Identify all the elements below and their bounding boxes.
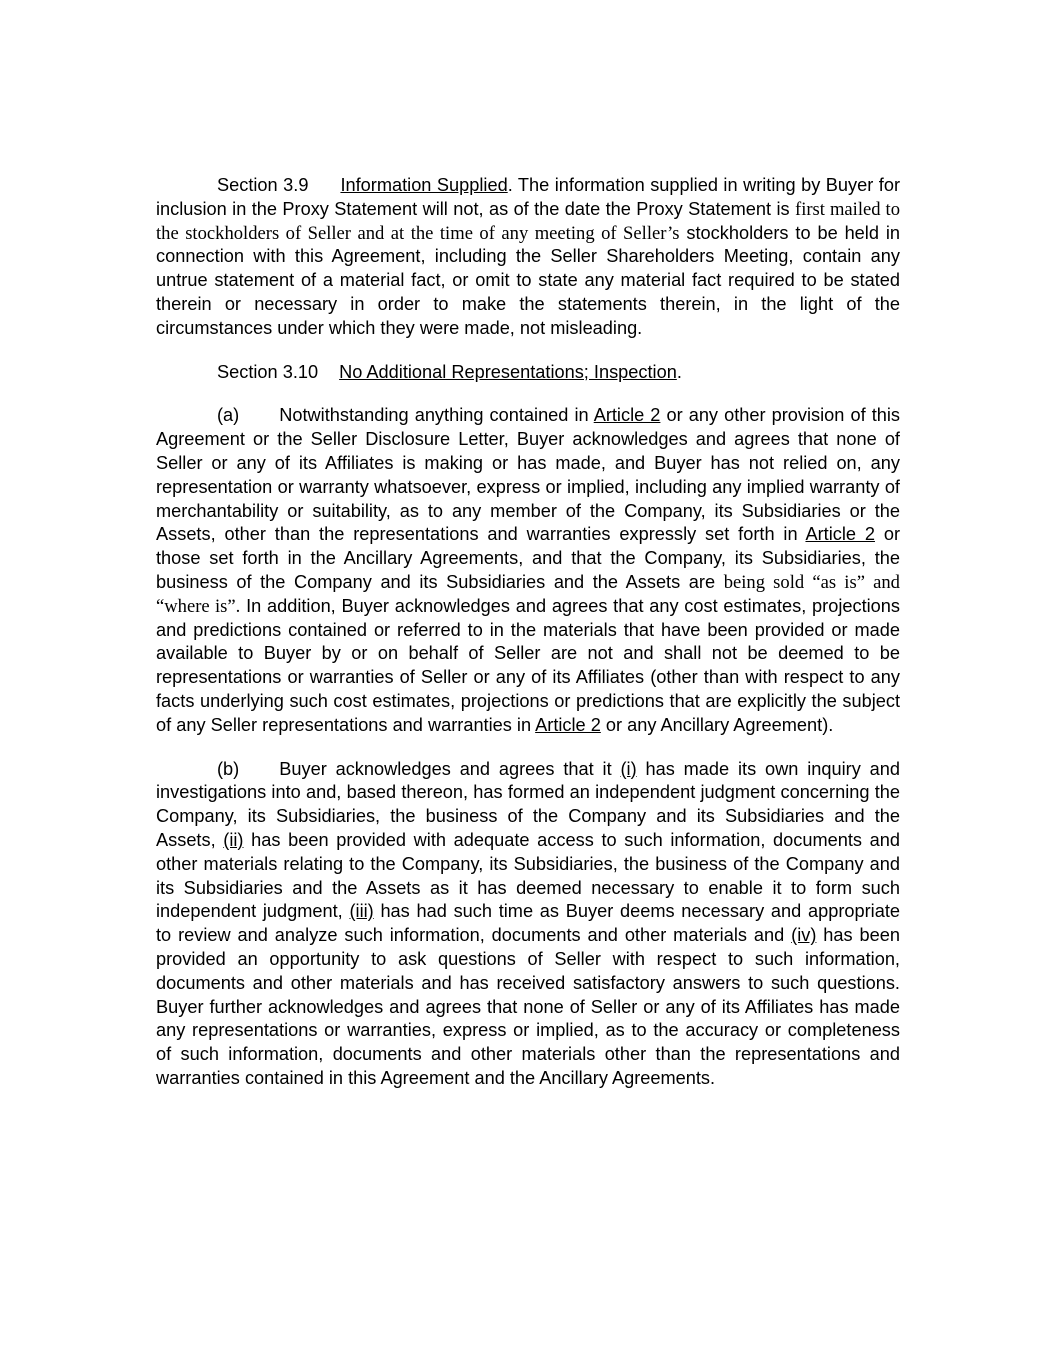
item-marker-ii: (ii) [223, 829, 244, 850]
article-2-reference: Article 2 [805, 524, 875, 545]
document-page [156, 174, 900, 1111]
section-3-9-title: Information Supplied [340, 175, 508, 195]
article-2-reference: Article 2 [535, 714, 601, 735]
article-2-reference: Article 2 [593, 405, 661, 426]
section-3-10-title: No Additional Representations; Inspection [339, 361, 677, 382]
section-3-10-heading: Section 3.10 No Additional Representations; Inspection. [217, 361, 682, 382]
paragraph-b-label: (b) [217, 758, 240, 779]
section-3-9-paragraph: Section 3.9 Information Supplied. The information supplied in writing by Buyer for inclusion in the Proxy Statement will not, as of the date the Proxy Statement is first mailed to the stockholders of Seller and at the time of any meeting of Seller’s stockholders to be held in connection with this Agreement, including the Seller Shareholders Meeting, contain any untrue statement of a material fact, or omit to state any material fact required to be stated therein or necessary in order to make the statements therein, in the light of the circumstances under which they were made, not misleading. [156, 175, 901, 338]
paragraph-a: (a) Notwithstanding anything contained in Article 2 or any other provision of this Agreement or the Seller Disclosure Letter, Buyer acknowledges and agrees that none of Seller or any of its Affiliates is making or has made, and Buyer has not relied on, any representation or warranty whatsoever, express or implied, including any implied warranty of merchantability or suitability, as to any member of the Company, its Subsidiaries or the Assets, other than the representations and warranties expressly set forth in Article 2 or those set forth in the Ancillary Agreements, and that the Company, its Subsidiaries, the business of the Company and its Subsidiaries and the Assets are being sold “as is” and “where is”. In addition, Buyer acknowledges and agrees that any cost estimates, projections and predictions contained or referred to in the materials that have been provided or made available to Buyer by or on behalf of Seller are not and shall not be deemed to be representations or warranties of Seller or any of its Affiliates (other than with respect to any facts underlying such cost estimates, projections or predictions that are explicitly the subject of any Seller representations and warranties in Article 2 or any Ancillary Agreement). [156, 405, 900, 735]
section-3-9-number: Section 3.9 [217, 175, 309, 195]
item-marker-iv: (iv) [791, 925, 817, 946]
item-marker-iii: (iii) [349, 901, 374, 922]
item-marker-i: (i) [620, 758, 637, 779]
section-3-10-number: Section 3.10 [217, 361, 319, 382]
paragraph-a-label: (a) [217, 405, 240, 426]
paragraph-b: (b) Buyer acknowledges and agrees that it (i) has made its own inquiry and investigations into and, based thereon, has formed an independent judgment concerning the Company, its Subsidiaries, the business of the Company and its Subsidiaries and the Assets, (ii) has been provided with adequate access to such information, documents and other materials relating to the Company, its Subsidiaries, the business of the Company and its Subsidiaries and the Assets as it has deemed necessary to enable it to form such independent judgment, (iii) has had such time as Buyer deems necessary and appropriate to review and analyze such information, documents and other materials and (iv) has been provided an opportunity to ask questions of Seller with respect to such information, documents and other materials and has received satisfactory answers to such questions. Buyer further acknowledges and agrees that none of Seller or any of its Affiliates has made any representations or warranties, express or implied, as to the accuracy or completeness of such information, documents and other materials other than the representations and warranties contained in this Agreement and the Ancillary Agreements. [156, 758, 901, 1088]
